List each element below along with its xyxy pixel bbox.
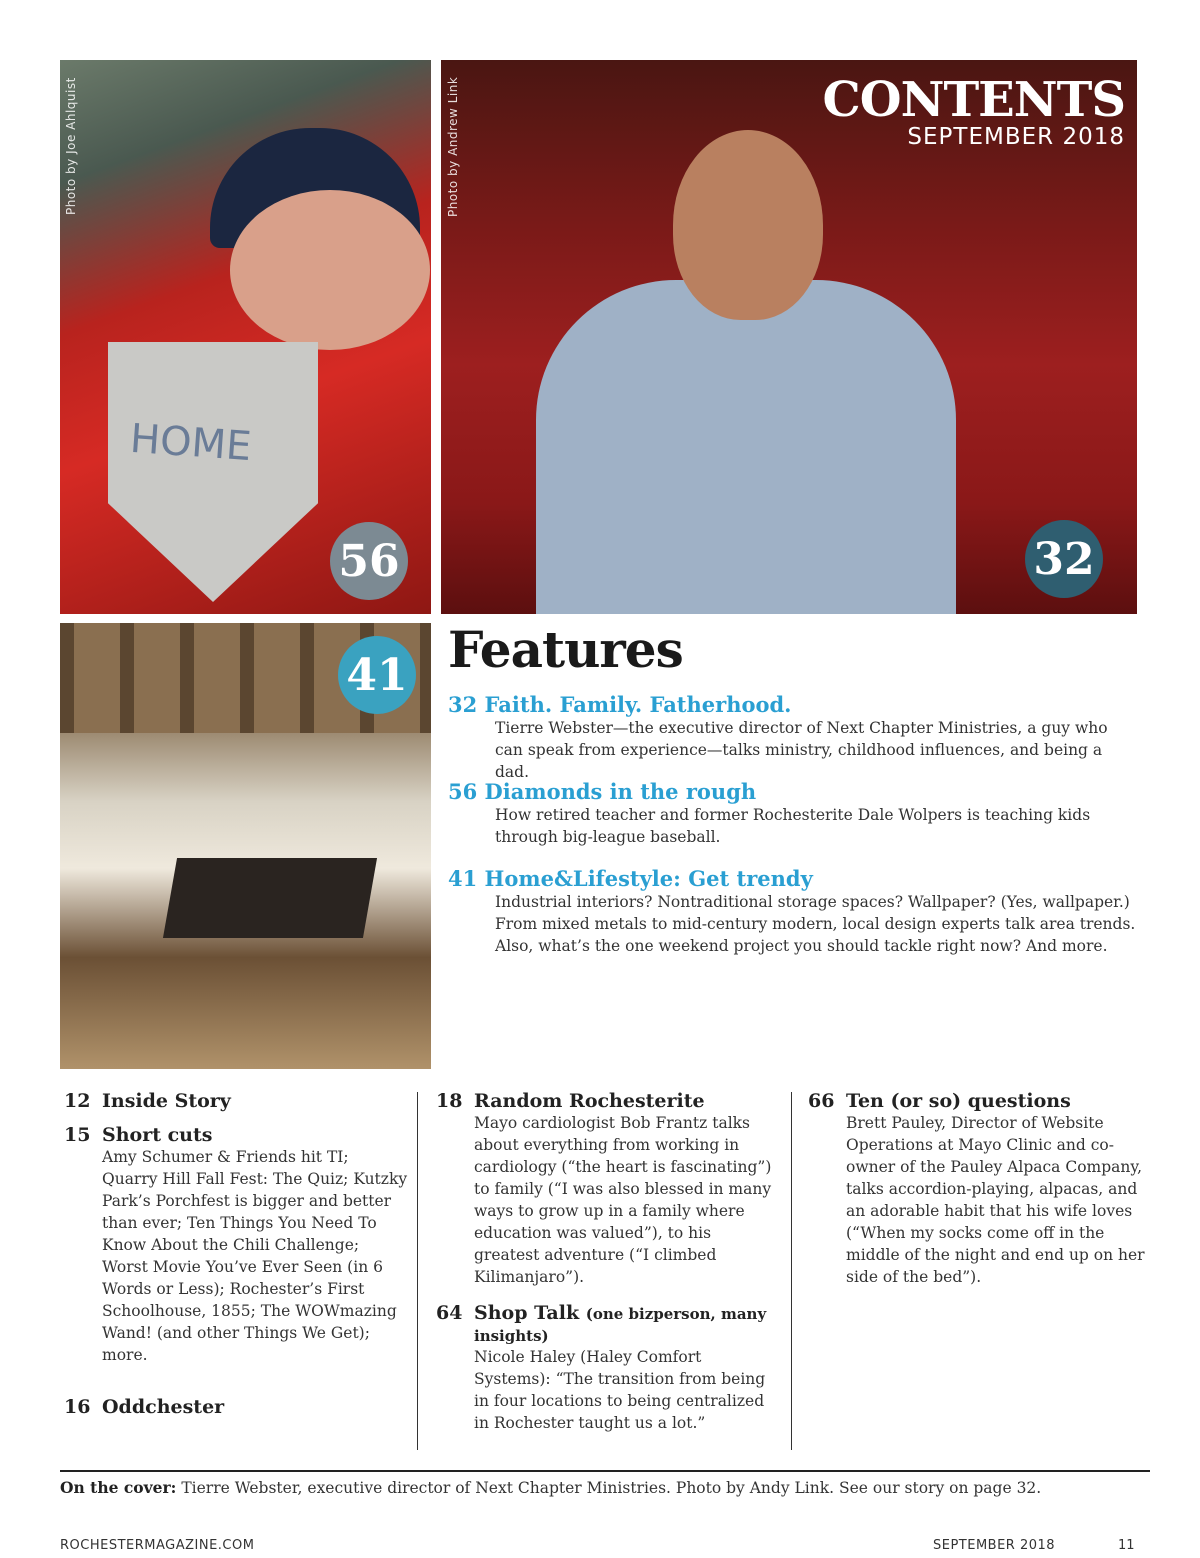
footer-rule bbox=[60, 1470, 1150, 1472]
feature-item[interactable] bbox=[448, 866, 1138, 957]
department-item[interactable]: 15 Short cuts Amy Schumer & Friends hit TI; Quarry Hill Fall Fest: The Quiz; Kutzky Park’s Porchfest is bigger and better than ever; Ten Things You Need To Know About the Chili Challenge; Worst Movie You’ve Ever Seen (in 6 Words or Less); Rochester’s First Schoolhouse, 1855; The WOWmazing Wand! (and other Things We Get); more. bbox=[64, 1124, 408, 1364]
department-title: Oddchester bbox=[102, 1396, 225, 1418]
department-title: Shop Talk (one bizperson, many insights) bbox=[474, 1302, 767, 1345]
department-description: Nicole Haley (Haley Comfort Systems): “The transition from being in four locations to being centralized in Rochester taught us a lot.” bbox=[474, 1348, 766, 1432]
cover-label: On the cover: bbox=[60, 1478, 177, 1497]
shirt-shape bbox=[536, 280, 956, 614]
dining-table-shape bbox=[163, 858, 377, 938]
footer-date: SEPTEMBER 2018 bbox=[933, 1538, 1056, 1553]
head-shape bbox=[673, 130, 823, 320]
departments-column-1 bbox=[64, 1090, 409, 1430]
department-item[interactable]: 18 Random Rochesterite Mayo cardiologist Bob Frantz talks about everything from working in cardiology (“the heart is fascinating”) to family (“I was also blessed in many ways to grow up in a family where education was valued”), to his greatest adventure (“I climbed Kilimanjaro”). bbox=[436, 1090, 781, 1288]
department-title: Random Rochesterite bbox=[474, 1090, 705, 1112]
feature-description: Industrial interiors? Nontraditional storage spaces? Wallpaper? (Yes, wallpaper.) From mixed metals to mid-century modern, local design experts talk area trends. Also, what’s the one weekend project you should tackle right now? And more. bbox=[495, 893, 1136, 955]
page-badge-41[interactable]: 41 bbox=[338, 636, 416, 714]
photo-credit-webster: Photo by Andrew Link bbox=[446, 76, 460, 217]
department-description: Mayo cardiologist Bob Frantz talks about everything from working in cardiology (“the heart is fascinating”) to family (“I was also blessed in many ways to grow up in a family where education was valued”), to his greatest adventure (“I climbed Kilimanjaro”). bbox=[474, 1114, 772, 1286]
cover-text: Tierre Webster, executive director of Next Chapter Ministries. Photo by Andy Link. See our story on page 32. bbox=[181, 1479, 1042, 1497]
column-divider bbox=[791, 1092, 792, 1450]
feature-item[interactable] bbox=[448, 779, 1138, 848]
photo-credit-umpire: Photo by Joe Ahlquist bbox=[64, 77, 78, 215]
head-shape bbox=[230, 190, 430, 350]
feature-item[interactable] bbox=[448, 692, 1138, 783]
feature-title: 32 Faith. Family. Fatherhood. bbox=[448, 692, 792, 717]
column-divider bbox=[417, 1092, 418, 1450]
page-badge-32[interactable]: 32 bbox=[1025, 520, 1103, 598]
feature-description: How retired teacher and former Rochesterite Dale Wolpers is teaching kids through big-league baseball. bbox=[495, 806, 1091, 846]
page-title: CONTENTS bbox=[822, 72, 1125, 128]
department-item[interactable]: 12 Inside Story bbox=[64, 1090, 409, 1112]
home-plate-text: HOME bbox=[128, 415, 253, 471]
features-heading: Features bbox=[448, 620, 683, 679]
department-title: Short cuts bbox=[102, 1124, 213, 1146]
departments-column-2 bbox=[436, 1090, 781, 1446]
department-description: Amy Schumer & Friends hit TI; Quarry Hill Fall Fest: The Quiz; Kutzky Park’s Porchfest is bigger and better than ever; Ten Things You Need To Know About the Chili Challenge; Worst Movie You’ve Ever Seen (in 6 Words or Less); Rochester’s First Schoolhouse, 1855; The WOWmazing Wand! (and other Things We Get); more. bbox=[102, 1148, 408, 1364]
feature-title: 41 Home&Lifestyle: Get trendy bbox=[448, 866, 813, 891]
page-number: 11 bbox=[1118, 1538, 1135, 1553]
feature-title: 56 Diamonds in the rough bbox=[448, 779, 757, 804]
department-item[interactable]: 66 Ten (or so) questions Brett Pauley, Director of Website Operations at Mayo Clinic and co-owner of the Pauley Alpaca Company, talks accordion-playing, alpacas, and an adorable habit that his wife loves (“When my socks come off in the middle of the night and end up on her side of the bed”). bbox=[808, 1090, 1153, 1288]
page-badge-56[interactable]: 56 bbox=[330, 522, 408, 600]
issue-date: SEPTEMBER 2018 bbox=[907, 124, 1125, 150]
department-item[interactable]: 64 Shop Talk (one bizperson, many insights) Nicole Haley (Haley Comfort Systems): “The transition from being in four locations to being centralized in Rochester taught us a lot.” bbox=[436, 1302, 781, 1434]
cover-note bbox=[60, 1478, 1041, 1497]
feature-description: Tierre Webster—the executive director of Next Chapter Ministries, a guy who can speak from experience—talks ministry, childhood influences, and being a dad. bbox=[495, 719, 1108, 781]
departments-column-3 bbox=[808, 1090, 1153, 1300]
department-item[interactable]: 16 Oddchester bbox=[64, 1396, 409, 1418]
department-title: Ten (or so) questions bbox=[846, 1090, 1071, 1112]
department-description: Brett Pauley, Director of Website Operations at Mayo Clinic and co-owner of the Pauley Alpaca Company, talks accordion-playing, alpacas, and an adorable habit that his wife loves (“When my socks come off in the middle of the night and end up on her side of the bed”). bbox=[846, 1114, 1145, 1286]
department-title: Inside Story bbox=[102, 1090, 231, 1112]
footer-site-url[interactable]: ROCHESTERMAGAZINE.COM bbox=[60, 1538, 255, 1553]
home-plate-shape bbox=[108, 342, 318, 602]
